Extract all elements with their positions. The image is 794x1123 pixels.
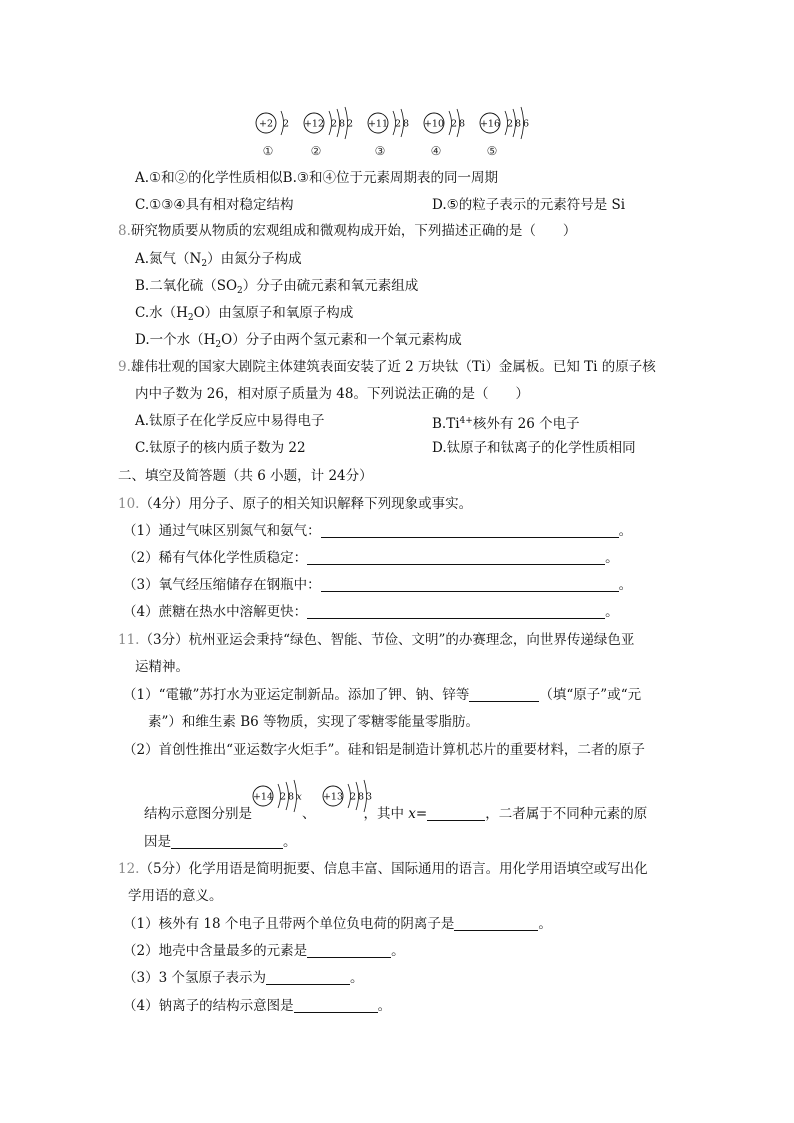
shell-electron-count: 2 xyxy=(349,791,357,803)
atom-structure xyxy=(424,109,465,158)
q8-stem: 8.研究物质要从物质的宏观组成和微观构成开始，下列描述正确的是（ ） xyxy=(118,223,577,239)
shell-electron-count: 2 xyxy=(394,118,402,130)
q9-stem-line1: 9.雄伟壮观的国家大剧院主体建筑表面安装了近 2 万块钛（Ti）金属板。已知 Ti 的原子核 xyxy=(118,359,656,375)
q12-stem-line2: 学用语的意义。 xyxy=(128,888,223,904)
q12-number: 12. xyxy=(118,861,140,877)
atom-diagrams-row xyxy=(255,95,555,161)
answer-blank[interactable] xyxy=(307,943,391,958)
q7-option-c: C.①③④具有相对稳定结构 xyxy=(135,197,294,213)
q12-stem-line1: 12.（5分）化学用语是简明扼要、信息丰富、国际通用的语言。用化学用语填空或写出化 xyxy=(118,861,648,877)
nucleus-charge: +14 xyxy=(252,791,274,803)
shell-electron-count: 2 xyxy=(279,791,287,803)
answer-blank[interactable] xyxy=(427,806,485,821)
shell-electron-count: 6 xyxy=(522,118,530,130)
q12-item-1: （1）核外有 18 个电子且带两个单位负电荷的阴离子是 。 xyxy=(123,916,552,932)
q11-part2-line3: 因是 。 xyxy=(144,834,297,850)
answer-blank[interactable] xyxy=(469,687,539,702)
answer-blank[interactable] xyxy=(294,998,378,1013)
q8-option-c: C.水$(H_2O)$由氢原子和氧原子构成 xyxy=(135,305,354,323)
q8-option-a: A.氮气$(N_2)$由氮分子构成 xyxy=(135,251,302,269)
diagram-slot xyxy=(316,807,364,821)
q8-number: 8. xyxy=(118,223,131,239)
q11-part2-line1: （2）首创性推出“亚运数字火炬手”。硅和铝是制造计算机芯片的重要材料，二者的原子 xyxy=(123,742,645,758)
q12-item-2: （2）地壳中含量最多的元素是 。 xyxy=(123,943,405,959)
shell-electron-count: 8 xyxy=(402,118,410,130)
shell-electron-count: 2 xyxy=(506,118,514,130)
q10-number: 10. xyxy=(118,496,140,512)
q10-item-1: （1）通过气味区别氮气和氨气： 。 xyxy=(123,523,633,539)
q9-option-c: C.钛原子的核内质子数为 22 xyxy=(135,440,306,456)
q9-option-a: A.钛原子在化学反应中易得电子 xyxy=(135,413,325,429)
atom-structure xyxy=(304,107,353,158)
q11-number: 11. xyxy=(118,632,140,648)
nucleus-charge: +16 xyxy=(479,118,501,130)
q9-option-d: D.钛原子和钛离子的化学性质相同 xyxy=(432,440,636,456)
answer-blank[interactable] xyxy=(307,604,605,619)
atom-structure xyxy=(480,107,529,158)
shell-electron-count: 8 xyxy=(357,791,365,803)
diagram-label: ③ xyxy=(374,144,386,158)
q12-item-3: （3）3 个氢原子表示为 。 xyxy=(123,970,364,986)
q10-item-4: （4）蔗糖在热水中溶解更快： 。 xyxy=(123,604,619,620)
shell-electron-count: 8 xyxy=(514,118,522,130)
section-2-heading: 二、填空及简答题（共 6 小题，计 24分） xyxy=(118,468,373,484)
q11-part2-line2: 结构示意图分别是 、 ，其中 x= ，二者属于不同种元素的原 xyxy=(144,806,648,822)
q11-stem-line1: 11.（3分）杭州亚运会秉持“绿色、智能、节俭、文明”的办赛理念，向世界传递绿色亚 xyxy=(118,632,635,648)
nucleus-charge: +12 xyxy=(303,118,325,130)
shell-electron-count: 2 xyxy=(346,118,354,130)
answer-blank[interactable] xyxy=(321,523,619,538)
atom-structure xyxy=(368,109,409,158)
diagram-label: ② xyxy=(310,144,322,158)
q9-stem-line2: 内中子数为 26，相对原子质量为 48。下列说法正确的是（ ） xyxy=(135,386,529,402)
diagram-slot xyxy=(252,807,302,821)
answer-blank[interactable] xyxy=(266,970,350,985)
q7-option-ab: A.①和②的化学性质相似B.③和④位于元素周期表的同一周期 xyxy=(135,170,498,186)
answer-blank[interactable] xyxy=(321,577,619,592)
q10-item-2: （2）稀有气体化学性质稳定： 。 xyxy=(123,550,619,566)
shell-electron-count: 8 xyxy=(287,791,295,803)
shell-electron-count: 8 xyxy=(458,118,466,130)
nucleus-charge: +2 xyxy=(258,118,274,130)
nucleus-charge: +13 xyxy=(322,791,344,803)
nucleus-charge: +11 xyxy=(367,118,389,130)
diagram-label: ① xyxy=(262,144,274,158)
q11-part1-line1: （1）“電辙”苏打水为亚运定制新品。添加了钾、钠、锌等 （填“原子”或“元 xyxy=(123,687,642,703)
shell-electron-count: 2 xyxy=(450,118,458,130)
atom-diagrams-svg xyxy=(255,95,555,161)
answer-blank[interactable] xyxy=(171,834,283,849)
shell-electron-count: 2 xyxy=(282,118,290,130)
diagram-label: ⑤ xyxy=(486,144,498,158)
shell-electron-count: 3 xyxy=(365,791,373,803)
shell-electron-count: x xyxy=(296,791,302,803)
q10-item-3: （3）氧气经压缩储存在钢瓶中： 。 xyxy=(123,577,633,593)
q9-number: 9. xyxy=(118,359,131,375)
q8-option-d: D.一个水$(H_2O)$分子由两个氢元素和一个氧元素构成 xyxy=(135,332,462,350)
answer-blank[interactable] xyxy=(307,550,605,565)
x-variable: x xyxy=(408,806,416,822)
q12-item-4: （4）钠离子的结构示意图是 。 xyxy=(123,998,392,1014)
shell-electron-count: 2 xyxy=(330,118,338,130)
q11-part1-line2: 素”）和维生素 B6 等物质，实现了零糖零能量零脂肪。 xyxy=(148,714,479,730)
q8-option-b: B.二氧化硫$(SO_2)$分子由硫元素和氧元素组成 xyxy=(135,278,419,296)
diagram-label: ④ xyxy=(430,144,442,158)
atom-structure xyxy=(256,111,289,158)
shell-electron-count: 8 xyxy=(338,118,346,130)
answer-blank[interactable] xyxy=(454,916,538,931)
nucleus-charge: +10 xyxy=(423,118,445,130)
q7-option-d: D.⑤的粒子表示的元素符号是 Si xyxy=(432,197,626,213)
q11-stem-line2: 运精神。 xyxy=(135,659,189,675)
q9-option-b: $B.Ti^{4+}$核外有 26 个电子 xyxy=(432,416,580,432)
q10-stem: 10.（4分）用分子、原子的相关知识解释下列现象或事实。 xyxy=(118,496,473,512)
